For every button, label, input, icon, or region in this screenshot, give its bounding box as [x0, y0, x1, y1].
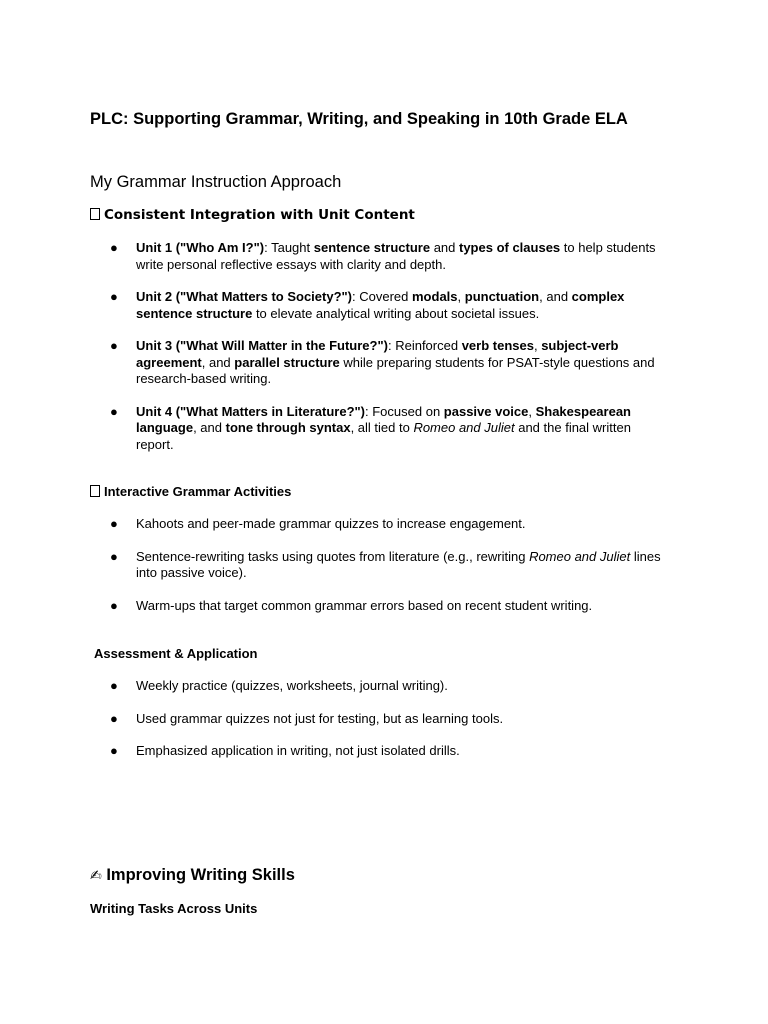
- unit-label: Unit 2 ("What Matters to Society?"): [136, 289, 353, 304]
- text-run: to help students write personal reflective essays with clarity and depth.: [136, 240, 656, 272]
- list-item: [110, 678, 670, 695]
- bullet-icon: ●: [110, 289, 118, 304]
- section-heading-writing-text: Improving Writing Skills: [106, 866, 295, 884]
- text-run: while preparing students for PSAT-style questions and research-based writing.: [136, 354, 655, 386]
- bullet-icon: ●: [110, 710, 118, 726]
- bullet-icon: ●: [110, 240, 118, 255]
- unit-label: Unit 4 ("What Matters in Literature?"): [136, 403, 366, 419]
- bold-term: passive voice: [443, 403, 529, 419]
- list-item: [110, 516, 670, 533]
- text-run: Used grammar quizzes not just for testing, but as learning tools.: [136, 710, 504, 726]
- missing-glyph-icon: [90, 208, 100, 220]
- bold-term: types of clauses: [459, 240, 561, 255]
- missing-glyph-icon: [90, 485, 100, 497]
- bold-term: parallel structure: [234, 354, 340, 370]
- text-run: Weekly practice (quizzes, worksheets, journal writing).: [136, 678, 448, 693]
- list-item: [110, 240, 670, 273]
- text-run: Emphasized application in writing, not just isolated drills.: [136, 743, 460, 758]
- list-item: [110, 598, 670, 615]
- text-run: ,: [457, 289, 465, 304]
- text-run: and: [430, 240, 459, 255]
- list-item: [110, 743, 670, 760]
- text-run: Sentence-rewriting tasks using quotes from literature (e.g., rewriting: [136, 548, 530, 564]
- text-run: Warm-ups that target common grammar errors based on recent student writing.: [136, 597, 593, 613]
- bold-term: sentence structure: [313, 240, 431, 255]
- text-run: : Taught: [264, 240, 314, 255]
- text-run: , and: [539, 289, 572, 304]
- bullet-icon: ●: [110, 597, 118, 613]
- text-run: to elevate analytical writing about societal issues.: [252, 305, 540, 321]
- subheading-writing-tasks: Writing Tasks Across Units: [90, 901, 258, 916]
- page-title: PLC: Supporting Grammar, Writing, and Speaking in 10th Grade ELA: [90, 110, 628, 128]
- italic-title: Romeo and Juliet: [529, 548, 631, 564]
- unit-list: [110, 240, 670, 469]
- text-run: : Focused on: [365, 403, 444, 419]
- bullet-icon: ●: [110, 678, 118, 693]
- bold-term: modals: [412, 289, 458, 304]
- text-run: , and: [201, 354, 235, 370]
- text-run: , all tied to: [350, 420, 414, 435]
- section-heading-grammar: My Grammar Instruction Approach: [90, 173, 342, 191]
- bullet-icon: ●: [110, 516, 118, 531]
- bullet-icon: ●: [110, 743, 118, 758]
- unit-label: Unit 3 ("What Will Matter in the Future?"): [136, 338, 388, 353]
- subheading-integration-text: Consistent Integration with Unit Content: [104, 207, 415, 223]
- bold-term: punctuation: [464, 289, 540, 304]
- text-run: Kahoots and peer-made grammar quizzes to increase engagement.: [136, 516, 526, 531]
- italic-title: Romeo and Juliet: [413, 420, 515, 435]
- unit-label: Unit 1 ("Who Am I?"): [136, 240, 265, 255]
- text-run: ,: [533, 338, 542, 353]
- activities-list: [110, 516, 670, 630]
- text-run: lines into passive voice).: [136, 548, 661, 580]
- text-run: : Covered: [352, 289, 412, 304]
- text-run: ,: [528, 403, 536, 419]
- bold-term: complex sentence structure: [136, 289, 625, 321]
- subheading-integration: [90, 207, 415, 223]
- bold-term: verb tenses: [461, 338, 534, 353]
- list-item: [110, 289, 670, 322]
- text-run: : Reinforced: [387, 338, 462, 353]
- section-heading-writing: [90, 866, 295, 885]
- bullet-icon: ●: [110, 338, 118, 353]
- text-run: , and: [193, 420, 226, 435]
- list-item: [110, 711, 670, 728]
- subheading-activities-text: Interactive Grammar Activities: [104, 484, 292, 499]
- subheading-activities: [90, 484, 291, 499]
- assessment-list: [110, 678, 670, 776]
- text-run: and the final written report.: [136, 420, 631, 452]
- bold-term: Shakespearean language: [136, 403, 631, 435]
- list-item: [110, 549, 670, 582]
- bullet-icon: ●: [110, 548, 118, 564]
- bullet-icon: ●: [110, 403, 118, 419]
- list-item: [110, 404, 670, 454]
- bold-term: tone through syntax: [225, 420, 351, 435]
- writing-hand-icon: ✍: [90, 868, 102, 884]
- subheading-assessment: Assessment & Application: [94, 646, 258, 661]
- list-item: [110, 338, 670, 388]
- bold-term: subject-verb agreement: [136, 338, 619, 370]
